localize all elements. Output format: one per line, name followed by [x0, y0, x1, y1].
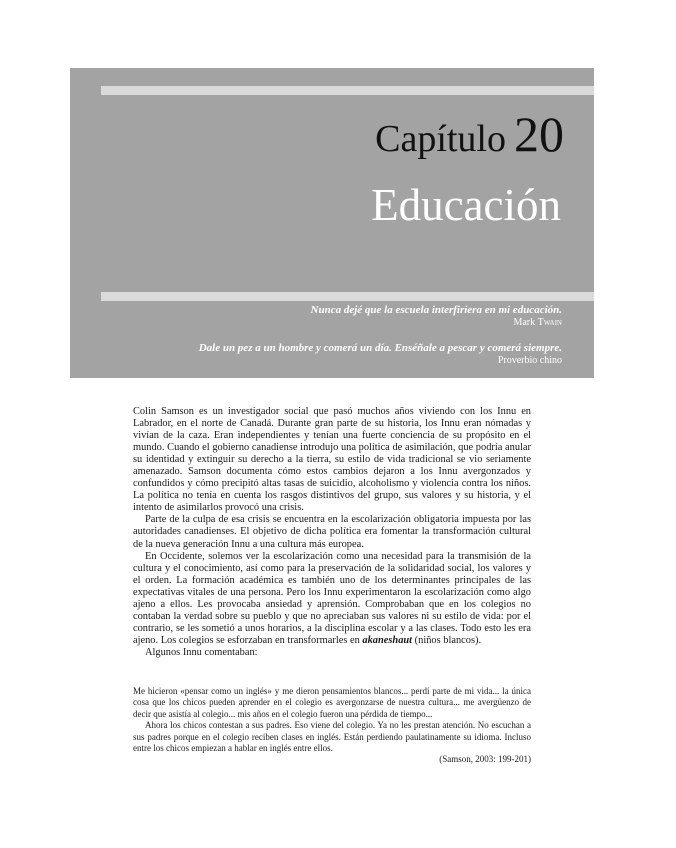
- author-last-name: Twain: [537, 317, 562, 328]
- quote-paragraph: Ahora los chicos contestan a sus padres. Eso viene del colegio. Ya no les prestan atención. No escuchan a sus padres porque en el colegio reciben clases en inglés. Están perdiendo paulatinamente su idioma. Incluso entre los chicos empiezan a hablar en inglés entre ellos.: [133, 720, 531, 754]
- banner-rule-top: [101, 86, 594, 95]
- body-text: [133, 406, 531, 659]
- block-quote: [133, 686, 531, 766]
- epigraph-quote: Dale un pez a un hombre y comerá un día. Enséñale a pescar y comerá siempre.: [198, 342, 562, 354]
- author-first-name: Mark: [513, 317, 536, 328]
- epigraph-source: Proverbio chino: [497, 355, 562, 366]
- chapter-heading: [375, 105, 564, 163]
- banner-rule-bottom: [101, 292, 594, 301]
- paragraph: [133, 551, 531, 647]
- quote-paragraph: Me hicieron «pensar como un inglés» y me dieron pensamientos blancos... perdí parte de mi vida... la única cosa que los chicos pueden aprender en el colegio es avergonzarse de nuestra cultura... me avergüenzo de decir que asistía al colegio... mis años en el colegio fueron una pérdida de tiempo...: [133, 686, 531, 719]
- quote-citation: (Samson, 2003: 199-201): [439, 754, 531, 765]
- paragraph: Algunos Innu comentaban:: [145, 646, 258, 658]
- epigraph-2: [199, 342, 562, 367]
- chapter-banner: [70, 68, 594, 378]
- chapter-label: Capítulo: [375, 118, 506, 160]
- epigraph-quote: Nunca dejé que la escuela interfiriera en mi educación.: [310, 304, 562, 316]
- chapter-title: Educación: [371, 180, 561, 230]
- paragraph-text: En Occidente, solemos ver la escolarización como una necesidad para la transmisión de la cultura y el conocimiento, así como para la preservación de la solidaridad social, los valores y el orden. La formación académica es también uno de los determinantes principales de las expectativas vitales de una persona. Pero los Innu experimentaron la escolarización como algo ajeno a ellos. Les provocaba ansiedad y aprensión. Comprobaban que en los colegios no contaban la verdad sobre su pueblo y que no apreciaban sus valores ni su estilo de vida: por el contrario, se les sometió a unos horarios, a la disciplina escolar y a las clases. Todo esto les era ajeno. Los colegios se esforzaban en transformarles en: [133, 550, 531, 646]
- term-akaneshaut: akaneshaut: [362, 634, 413, 646]
- paragraph: Parte de la culpa de esa crisis se encuentra en la escolarización obligatoria impuesta por las autoridades canadienses. El objetivo de dicha política era fomentar la transformación cultural de la nueva generación Innu a una cultura más europea.: [133, 514, 531, 550]
- term-gloss: (niños blancos).: [414, 634, 482, 646]
- paragraph: Colin Samson es un investigador social que pasó muchos años viviendo con los Innu en Labrador, en el norte de Canadá. Durante gran parte de su historia, los Innu eran nómadas y vivían de la caza. Eran independientes y tenían una fuerte conciencia de su propósito en el mundo. Cuando el gobierno canadiense introdujo una política de asimilación, que podría anular su identidad y extinguir su derecho a la tierra, su estilo de vida tradicional se vio seriamente amenazado. Samson documenta cómo estos cambios dejaron a los Innu avergonzados y confundidos y cómo precipitó altas tasas de suicidio, alcoholismo y violencia contra los niños. La política no tenía en cuenta los rasgos distintivos del grupo, sus valores y su historia, y el intento de asimilarlos provocó una crisis.: [133, 406, 531, 514]
- epigraph-1: [311, 304, 562, 329]
- epigraph-author: [311, 317, 562, 329]
- chapter-number: 20: [514, 106, 564, 162]
